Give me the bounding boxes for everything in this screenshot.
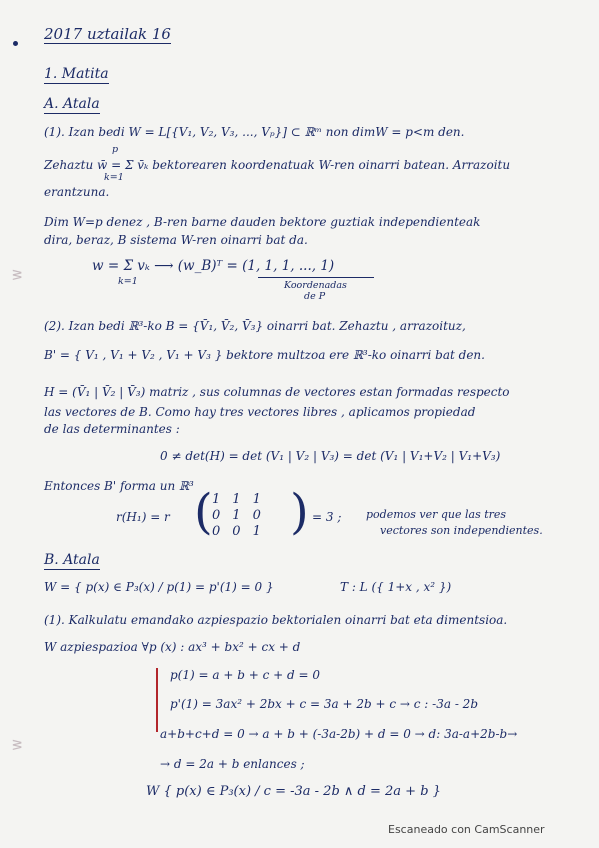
a1-formula-sub: k=1 [118, 276, 138, 287]
m12: 0 [252, 508, 261, 523]
rank-matrix [206, 492, 267, 540]
margin-mark-1: ᕒ [12, 268, 23, 284]
b-t-definition: T : L ({ 1+x , x² }) [340, 580, 452, 594]
b1-eq2: p'(1) = 3ax² + 2bx + c = 3a + 2b + c → c : -3a - 2b [170, 697, 478, 711]
a2-line6: Entonces B' forma un ℝ³ [44, 479, 194, 493]
a2-line1: (2). Izan bedi ℝ³-ko B = {V̄₁, V̄₂, V̄₃} oinarri bat. Zehaztu , arrazoituz, [44, 319, 466, 333]
section-heading: 1. Matita [44, 66, 109, 82]
b1-line1: (1). Kalkulatu emandako azpiespazio bektorialen oinarri bat eta dimentsioa. [44, 613, 508, 627]
margin-mark-2: ᕒ [12, 738, 23, 754]
a1-line2: Zehaztu w̄ = Σ v̄ₖ bektorearen koordenatuak W-ren oinarri batean. Arrazoitu [44, 158, 511, 172]
a2-line3: H = (V̄₁ | V̄₂ | V̄₃) matriz , sus columnas de vectores estan formadas respecto [44, 385, 510, 399]
m01: 1 [232, 492, 241, 507]
m21: 0 [232, 524, 241, 539]
rank-note-1: podemos ver que las tres [366, 508, 507, 521]
subsection-heading-a: A. Atala [44, 96, 100, 112]
m20: 0 [212, 524, 221, 539]
system-brace [156, 668, 158, 732]
m00: 1 [212, 492, 221, 507]
b1-eq3: a+b+c+d = 0 → a + b + (-3a-2b) + d = 0 → d: 3a-a+2b-b→ [160, 727, 518, 741]
m02: 1 [252, 492, 261, 507]
a1-sum-index: k=1 [104, 172, 124, 183]
m22: 1 [252, 524, 261, 539]
rank-note-2: vectores son independientes. [380, 524, 543, 537]
matrix-right-paren: ) [290, 484, 309, 540]
b1-final: W { p(x) ∈ P₃(x) / c = -3a - 2b ∧ d = 2a + b } [146, 784, 441, 799]
scanner-watermark: Escaneado con CamScanner [388, 823, 545, 836]
coordinates-brace [258, 277, 374, 278]
a2-line5: de las determinantes : [44, 422, 180, 436]
a1-line4: Dim W=p denez , B-ren barne dauden bektore guztiak independienteak [44, 215, 481, 229]
b-set-definition: W = { p(x) ∈ P₃(x) / p(1) = p'(1) = 0 } [44, 580, 274, 594]
matrix-left-paren: ( [194, 484, 213, 540]
b1-line2: W azpiespazioa ∀p (x) : ax³ + bx² + cx + d [44, 640, 301, 654]
binder-dot [13, 41, 18, 46]
m10: 0 [212, 508, 221, 523]
a2-determinant: 0 ≠ det(H) = det (V₁ | V₂ | V₃) = det (V₁ | V₁+V₂ | V₁+V₃) [160, 449, 501, 463]
rank-result: = 3 ; [312, 510, 342, 524]
a1-sum-top: p [112, 144, 119, 155]
rank-label: r(H₁) = r [116, 510, 170, 524]
b1-eq1: p(1) = a + b + c + d = 0 [170, 668, 320, 682]
page-title: 2017 uztailak 16 [44, 25, 171, 43]
subsection-heading-b: B. Atala [44, 552, 100, 568]
brace-label-1: Koordenadas [284, 280, 347, 291]
m11: 1 [232, 508, 241, 523]
a2-line2: B' = { V₁ , V₁ + V₂ , V₁ + V₃ } bektore multzoa ere ℝ³-ko oinarri bat den. [44, 348, 485, 362]
b1-eq4: → d = 2a + b enlances ; [160, 757, 305, 771]
a1-line3: erantzuna. [44, 185, 110, 199]
a1-formula: w = Σ vₖ ⟶ (w_B)ᵀ = (1, 1, 1, ..., 1) [92, 258, 335, 274]
a1-line5: dira, beraz, B sistema W-ren oinarri bat da. [44, 233, 308, 247]
a1-line1: (1). Izan bedi W = L[{V₁, V₂, V₃, ..., Vₚ}] ⊂ ℝᵐ non dimW = p<m den. [44, 125, 465, 139]
a2-line4: las vectores de B. Como hay tres vectores libres , aplicamos propiedad [44, 405, 476, 419]
brace-label-2: de P [304, 291, 326, 302]
